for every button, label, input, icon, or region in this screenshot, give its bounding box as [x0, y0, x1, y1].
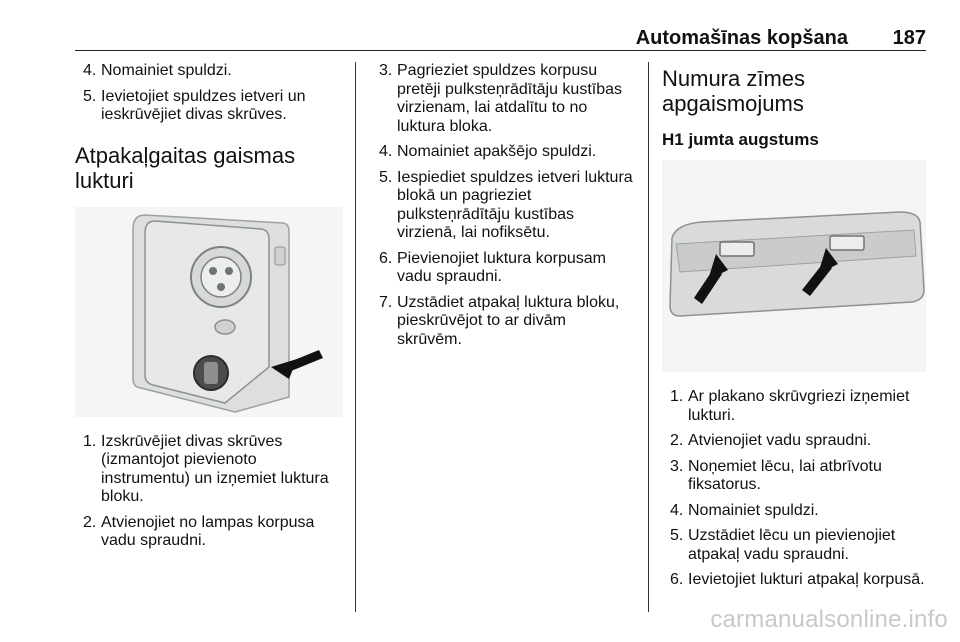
step-number: 2.: [83, 513, 97, 531]
step-text: Nomainiet spuldzi.: [101, 62, 232, 79]
step-text: Ievietojiet spuldzes ietveri un ieskrūvējiet divas skrūves.: [101, 87, 306, 123]
lamp-unit-drawing: [75, 207, 343, 417]
step-number: 2.: [670, 432, 684, 449]
step-number: 5.: [670, 527, 684, 544]
column-1: [75, 62, 343, 558]
step-text: Ievietojiet lukturi atpakaļ korpusā.: [688, 571, 925, 588]
step-number: 7.: [379, 293, 393, 311]
steps-list: [371, 62, 633, 349]
step-number: 5.: [83, 87, 97, 105]
reversing-lamp-illustration: [75, 207, 343, 417]
step-text: Iespiediet spuldzes ietveri luktura blokā un pagrieziet pulksteņrādītāju kustības virzienā, lai nofiksētu.: [397, 168, 633, 241]
section-heading: Numura zīmes apgaismojums: [662, 66, 806, 116]
list-item: [371, 62, 633, 136]
step-number: 5.: [379, 168, 393, 186]
list-item: [662, 502, 930, 521]
step-text: Uzstādiet lēcu un pievienojiet atpakaļ vadu spraudni.: [688, 527, 896, 563]
steps-list: [662, 388, 930, 590]
step-text: Ar plakano skrūvgriezi izņemiet lukturi.: [688, 388, 910, 424]
column-divider: [648, 62, 649, 612]
step-number: 4.: [379, 143, 393, 160]
step-number: 3.: [379, 62, 393, 79]
list-item: [662, 388, 930, 425]
step-text: Atvienojiet vadu spraudni.: [688, 432, 872, 449]
sub-heading: H1 jumta augstums: [662, 130, 819, 149]
step-text: Noņemiet lēcu, lai atbrīvotu fiksatorus.: [688, 457, 882, 493]
license-plate-lamp-illustration: [662, 160, 926, 372]
list-item: [662, 527, 930, 564]
list-item: [75, 514, 343, 551]
step-number: 4.: [83, 62, 97, 79]
step-text: Nomainiet apakšējo spuldzi.: [397, 143, 597, 160]
section-heading: Atpakaļgaitas gaismas lukturi: [75, 142, 296, 193]
list-item: [371, 250, 633, 287]
column-3: [662, 62, 930, 597]
list-item: [75, 88, 343, 125]
column-2: [371, 62, 633, 356]
step-text: Uzstādiet atpakaļ luktura bloku, pieskrūvējot to ar divām skrūvēm.: [397, 293, 620, 348]
list-item: [662, 571, 930, 590]
step-number: 6.: [670, 571, 684, 588]
step-text: Izskrūvējiet divas skrūves (izmantojot pievienoto instrumentu) un izņemiet luktura bloku.: [101, 432, 329, 505]
steps-list: [75, 62, 343, 125]
steps-list: [75, 433, 343, 551]
step-number: 1.: [83, 432, 97, 450]
list-item: [662, 432, 930, 451]
plate-lamp-drawing: [662, 160, 926, 372]
list-item: [371, 169, 633, 243]
step-number: 6.: [379, 249, 393, 267]
list-item: [75, 433, 343, 507]
header-title: Automašīnas kopšana: [635, 27, 848, 49]
list-item: [662, 458, 930, 495]
step-number: 3.: [670, 457, 684, 475]
page-header: [75, 22, 926, 51]
page-number: 187: [892, 27, 926, 49]
step-number: 4.: [670, 501, 684, 519]
watermark: carmanualsonline.info: [710, 606, 948, 633]
list-item: [75, 62, 343, 81]
column-divider: [355, 62, 356, 612]
list-item: [371, 143, 633, 162]
step-number: 1.: [670, 388, 684, 405]
step-text: Pagrieziet spuldzes korpusu pretēji pulksteņrādītāju kustības virzienam, lai atdalītu to no luktura bloka.: [397, 62, 623, 135]
step-text: Nomainiet spuldzi.: [688, 501, 819, 519]
step-text: Pievienojiet luktura korpusam vadu spraudni.: [397, 249, 606, 285]
step-text: Atvienojiet no lampas korpusa vadu spraudni.: [101, 513, 315, 549]
list-item: [371, 294, 633, 350]
